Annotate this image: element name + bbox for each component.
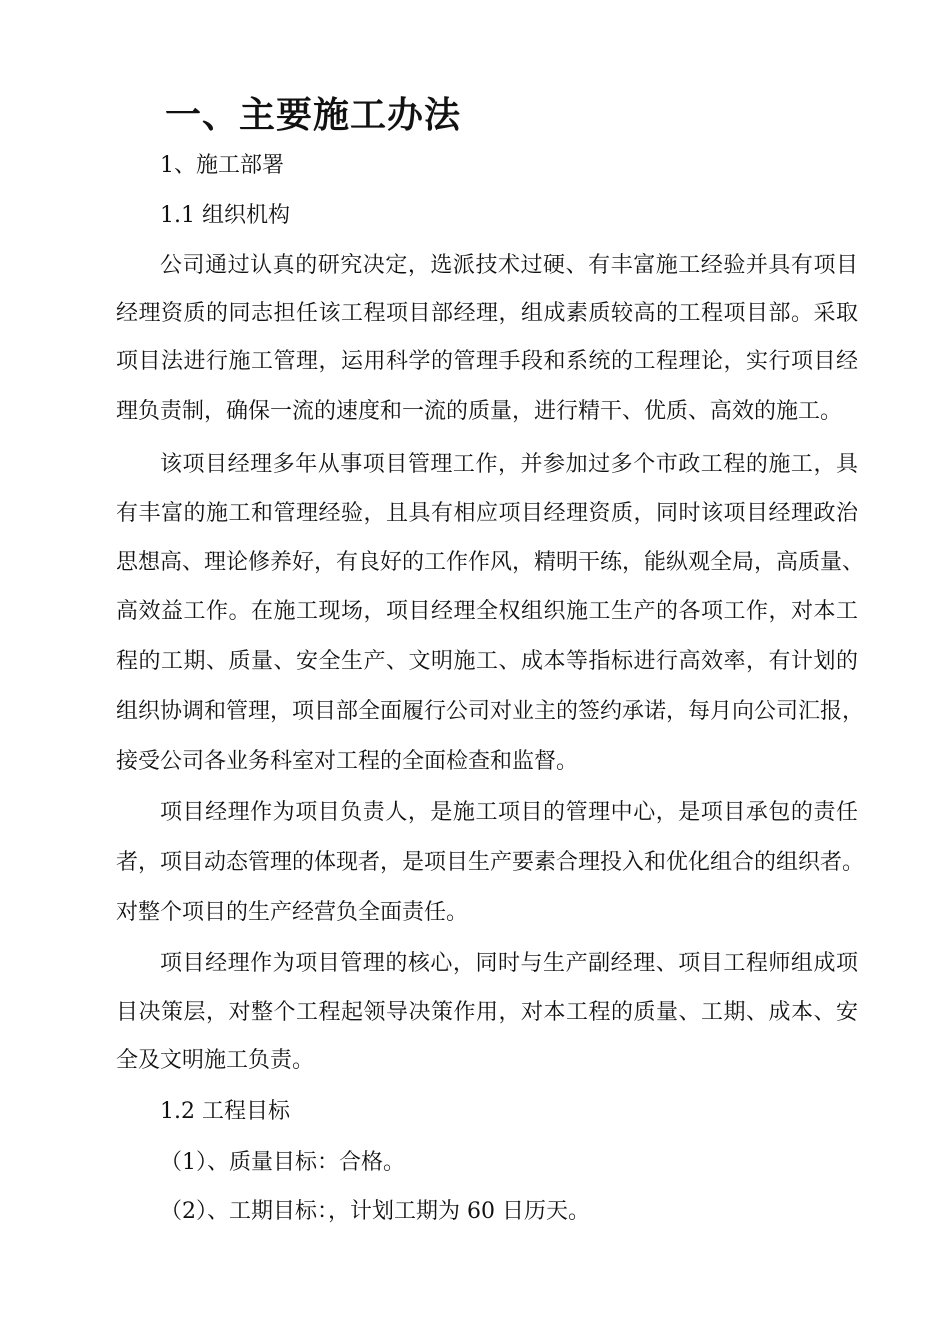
schedule-target: （2）、工期目标：，计划工期为 60 日历天。 [160,1199,590,1224]
section-heading-1-2: 1.2 工程目标 [160,1099,290,1124]
paragraph-line: 接受公司各业务科室对工程的全面检查和监督。 [116,749,579,774]
paragraph-line: 有丰富的施工和管理经验，且具有相应项目经理资质，同时该项目经理政治 [116,501,858,526]
paragraph-line: 者，项目动态管理的体现者，是项目生产要素合理投入和优化组合的组织者。 [116,850,865,875]
paragraph-line: 项目经理作为项目管理的核心，同时与生产副经理、项目工程师组成项 [160,951,858,976]
paragraph-line: 高效益工作。在施工现场，项目经理全权组织施工生产的各项工作，对本工 [116,599,858,624]
paragraph-line: 程的工期、质量、安全生产、文明施工、成本等指标进行高效率，有计划的 [116,649,858,674]
paragraph-line: 公司通过认真的研究决定，选派技术过硬、有丰富施工经验并具有项目 [160,253,858,278]
paragraph-line: 该项目经理多年从事项目管理工作，并参加过多个市政工程的施工，具 [160,452,858,477]
paragraph-line: 理负责制，确保一流的速度和一流的质量，进行精干、优质、高效的施工。 [116,399,843,424]
paragraph-line: 经理资质的同志担任该工程项目部经理，组成素质较高的工程项目部。采取 [116,301,858,326]
paragraph-line: 目决策层，对整个工程起领导决策作用，对本工程的质量、工期、成本、安 [116,1000,858,1025]
paragraph-line: 项目法进行施工管理，运用科学的管理手段和系统的工程理论，实行项目经 [116,349,858,374]
section-heading-1: 1、施工部署 [160,153,284,178]
paragraph-line: 组织协调和管理，项目部全面履行公司对业主的签约承诺，每月向公司汇报， [116,699,865,724]
paragraph-line: 对整个项目的生产经营负全面责任。 [116,900,469,925]
paragraph-line: 项目经理作为项目负责人，是施工项目的管理中心，是项目承包的责任 [160,800,858,825]
paragraph-line: 思想高、理论修养好，有良好的工作作风，精明干练，能纵观全局，高质量、 [116,550,865,575]
section-heading-1-1: 1.1 组织机构 [160,203,290,228]
paragraph-line: 全及文明施工负责。 [116,1048,315,1073]
page-title: 一、主要施工办法 [165,95,462,136]
quality-target: （1）、质量目标：合格。 [160,1150,405,1175]
